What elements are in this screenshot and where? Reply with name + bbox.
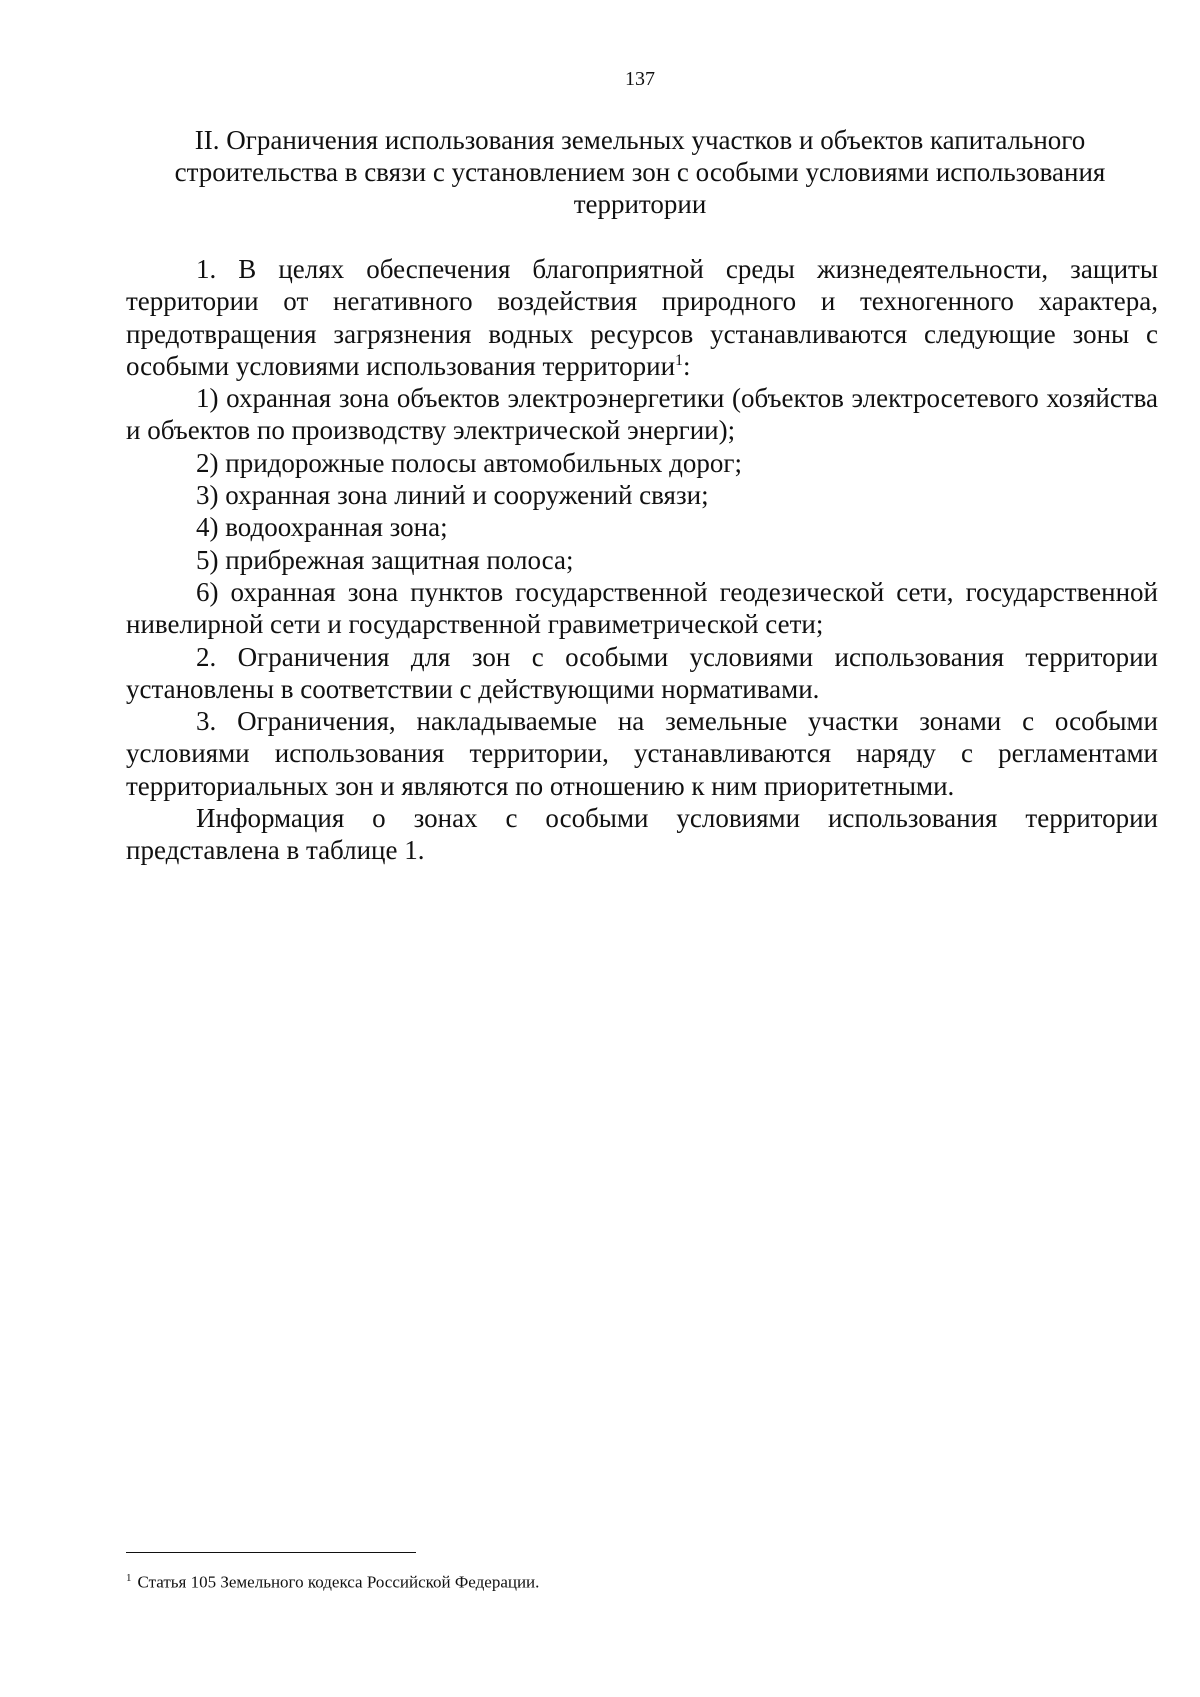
footnote-reference: 1 xyxy=(675,351,684,369)
list-item-4: 4) водоохранная зона; xyxy=(196,512,448,543)
paragraph-3: 3. Ограничения, накладываемые на земельные участки зонами с особыми условиями использования территории, устанавливаются наряду с регламентами территориальных зон и являются по отношению к ним приоритетными. xyxy=(126,706,1158,801)
paragraph-4: Информация о зонах с особыми условиями использования территории представлена в таблице 1. xyxy=(126,803,1158,866)
paragraph-1 xyxy=(126,253,1158,382)
section-heading: II. Ограничения использования земельных участков и объектов капитального строительства в связи с установлением зон с особыми условиями использования территории xyxy=(174,125,1106,219)
document-body xyxy=(126,253,1158,867)
footnote-divider xyxy=(126,1552,416,1553)
paragraph-1-tail: : xyxy=(683,350,691,381)
list-item-1: 1) охранная зона объектов электроэнергетики (объектов электросетевого хозяйства и объектов по производству электрической энергии); xyxy=(126,383,1158,446)
paragraph-2: 2. Ограничения для зон с особыми условиями использования территории установлены в соответствии с действующими нормативами. xyxy=(126,641,1158,704)
list-item-2: 2) придорожные полосы автомобильных дорог; xyxy=(196,447,742,478)
page-number: 137 xyxy=(625,68,655,90)
list-item-5: 5) прибрежная защитная полоса; xyxy=(196,544,574,575)
footnote xyxy=(126,1567,926,1594)
list-item-6: 6) охранная зона пунктов государственной геодезической сети, государственной нивелирной сети и государственной гравиметрической сети; xyxy=(126,576,1158,640)
paragraph-1-text: 1. В целях обеспечения благоприятной среды жизнедеятельности, защиты территории от негативного воздействия природного и техногенного характера, предотвращения загрязнения водных ресурсов устанавливаются следующие зоны с особыми условиями использования территории xyxy=(126,254,1158,381)
footnote-marker: 1 xyxy=(126,1572,132,1584)
list-item-3: 3) охранная зона линий и сооружений связи; xyxy=(196,480,709,511)
footnote-text: Статья 105 Земельного кодекса Российской Федерации. xyxy=(137,1572,540,1592)
